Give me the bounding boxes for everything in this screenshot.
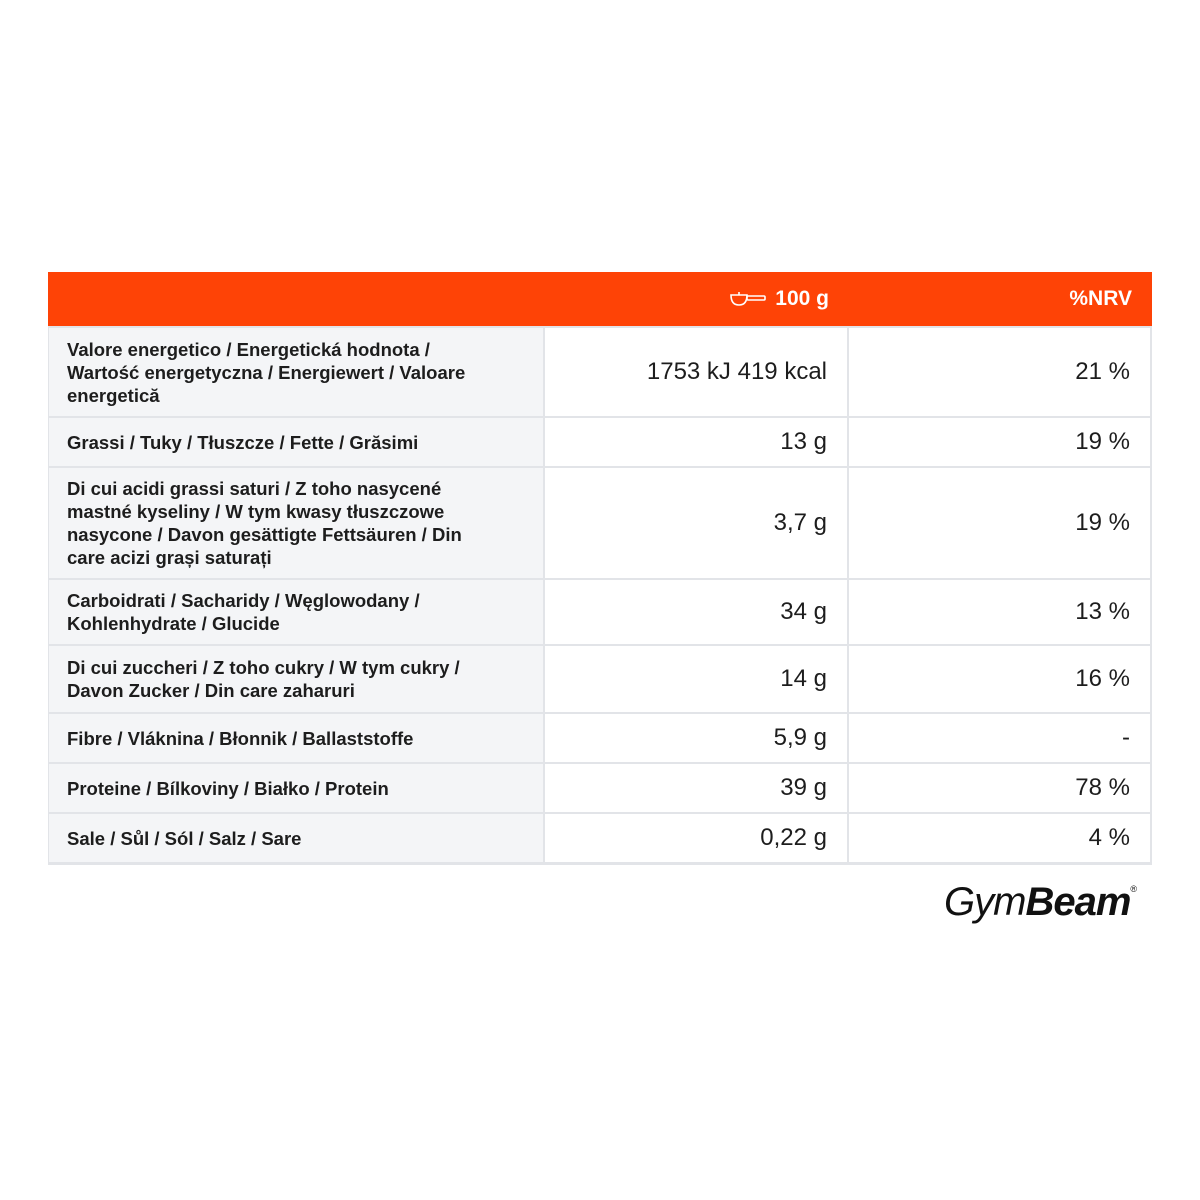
nutrient-value: 14 g — [543, 646, 847, 712]
table-row-fat — [48, 416, 1152, 466]
nutrient-name: Carboidrati / Sacharidy / Węglowodany / Kohlenhydrate / Glucide — [48, 580, 543, 644]
nutrient-value: 13 g — [543, 418, 847, 466]
nutrient-nrv: 19 % — [847, 418, 1152, 466]
logo-part-gym: Gym — [944, 880, 1026, 924]
registered-mark: ® — [1130, 884, 1138, 894]
nutrient-nrv: 78 % — [847, 764, 1152, 812]
scoop-icon — [729, 289, 767, 309]
nutrient-value: 5,9 g — [543, 714, 847, 762]
nutrient-name: Fibre / Vláknina / Błonnik / Ballaststoffe — [48, 714, 543, 762]
nutrient-name: Grassi / Tuky / Tłuszcze / Fette / Grăsimi — [48, 418, 543, 466]
table-row-carbohydrates — [48, 578, 1152, 644]
nutrient-name: Sale / Sůl / Sól / Salz / Sare — [48, 814, 543, 862]
nutrient-nrv: 19 % — [847, 468, 1152, 578]
nutrient-nrv: 16 % — [847, 646, 1152, 712]
table-row-protein — [48, 762, 1152, 812]
nutrient-name: Proteine / Bílkoviny / Białko / Protein — [48, 764, 543, 812]
logo-part-beam: Beam — [1025, 880, 1131, 924]
nutrient-name: Di cui acidi grassi saturi / Z toho nasycené mastné kyseliny / W tym kwasy tłuszczowe nasycone / Davon gesättigte Fettsäuren / Din care acizi grași saturați — [48, 468, 543, 578]
nutrient-nrv: 21 % — [847, 328, 1152, 416]
header-empty-cell — [48, 272, 543, 326]
header-nrv-cell — [847, 272, 1152, 326]
table-row-sugars — [48, 644, 1152, 712]
header-serving-cell — [543, 272, 847, 326]
nutrient-value: 39 g — [543, 764, 847, 812]
nutrient-value: 0,22 g — [543, 814, 847, 862]
nutrient-nrv: 13 % — [847, 580, 1152, 644]
nutrient-name: Valore energetico / Energetická hodnota / Wartość energetyczna / Energiewert / Valoare energetică — [48, 328, 543, 416]
nutrient-nrv: 4 % — [847, 814, 1152, 862]
table-header — [48, 272, 1152, 326]
nutrient-value: 1753 kJ 419 kcal — [543, 328, 847, 416]
nutrient-value: 34 g — [543, 580, 847, 644]
nutrition-table — [48, 272, 1152, 865]
table-row-saturated-fat — [48, 466, 1152, 578]
nrv-label: %NRV — [1069, 287, 1132, 310]
table-row-energy — [48, 326, 1152, 416]
nutrient-nrv: - — [847, 714, 1152, 762]
nutrient-value: 3,7 g — [543, 468, 847, 578]
nutrient-name: Di cui zuccheri / Z toho cukry / W tym cukry / Davon Zucker / Din care zaharuri — [48, 646, 543, 712]
serving-label: 100 g — [775, 287, 829, 310]
table-row-fibre — [48, 712, 1152, 762]
gymbeam-logo — [944, 880, 1152, 930]
table-row-salt — [48, 812, 1152, 862]
